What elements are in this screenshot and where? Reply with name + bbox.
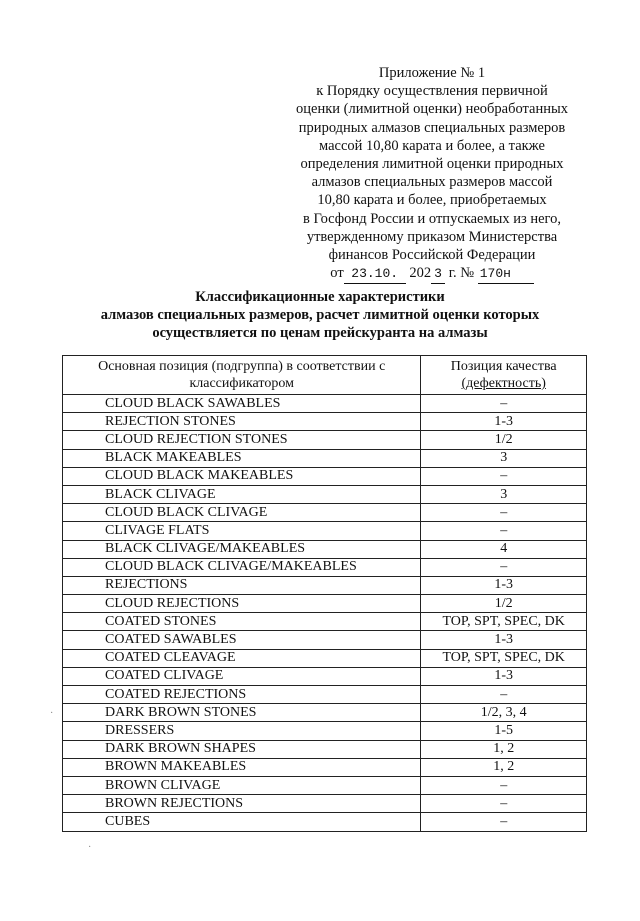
table-row: [63, 686, 587, 704]
appendix-line: утвержденному приказом Министерства: [306, 228, 558, 245]
quality-cell: –: [421, 395, 587, 413]
column-header-position: Основная позиция (подгруппа) в соответствии с классификатором: [63, 356, 421, 395]
position-cell: CLOUD REJECTIONS: [63, 595, 421, 613]
table-row: [63, 522, 587, 540]
position-cell: CLIVAGE FLATS: [63, 522, 421, 540]
appendix-line: природных алмазов специальных размеров: [298, 119, 566, 136]
quality-cell: 1, 2: [421, 740, 587, 758]
position-cell: COATED REJECTIONS: [63, 686, 421, 704]
position-cell: BROWN CLIVAGE: [63, 776, 421, 794]
table-row: [63, 485, 587, 503]
heading-line-2: алмазов специальных размеров, расчет лимитной оценки которых: [100, 307, 540, 323]
quality-cell: 4: [421, 540, 587, 558]
table-row: [63, 449, 587, 467]
quality-cell: –: [421, 686, 587, 704]
appendix-line: к Порядку осуществления первичной: [316, 83, 548, 100]
order-reference: [282, 264, 582, 284]
quality-cell: 1-5: [421, 722, 587, 740]
appendix-block: [282, 64, 582, 284]
quality-cell: 1/2: [421, 595, 587, 613]
order-year-digit: 3: [431, 265, 445, 284]
table-row: [63, 504, 587, 522]
appendix-line: 10,80 карата и более, приобретаемых: [317, 192, 547, 209]
quality-cell: –: [421, 467, 587, 485]
quality-cell: –: [421, 558, 587, 576]
table-row: [63, 395, 587, 413]
position-cell: DRESSERS: [63, 722, 421, 740]
position-cell: BLACK MAKEABLES: [63, 449, 421, 467]
quality-cell: 1-3: [421, 667, 587, 685]
quality-cell: TOP, SPT, SPEC, DK: [421, 649, 587, 667]
appendix-line: алмазов специальных размеров массой: [311, 174, 553, 191]
scan-speck: ·: [88, 842, 92, 853]
position-cell: COATED CLEAVAGE: [63, 649, 421, 667]
position-cell: COATED STONES: [63, 613, 421, 631]
table-row: [63, 776, 587, 794]
appendix-title: Приложение № 1: [378, 65, 486, 81]
table-row: [63, 576, 587, 594]
quality-cell: 1-3: [421, 576, 587, 594]
table-row: [63, 595, 587, 613]
quality-cell: 1/2, 3, 4: [421, 704, 587, 722]
table-row: [63, 413, 587, 431]
quality-cell: 1-3: [421, 413, 587, 431]
position-cell: BLACK CLIVAGE: [63, 485, 421, 503]
table-row: [63, 795, 587, 813]
order-year-prefix: 202: [409, 265, 432, 282]
order-date: 23.10.: [344, 265, 406, 284]
order-number: 170н: [478, 265, 534, 284]
table-row: [63, 540, 587, 558]
table-header-row: [63, 356, 587, 395]
position-cell: COATED SAWABLES: [63, 631, 421, 649]
heading-line-1: Классификационные характеристики: [195, 289, 445, 305]
quality-cell: 1-3: [421, 631, 587, 649]
table-row: [63, 431, 587, 449]
position-cell: DARK BROWN STONES: [63, 704, 421, 722]
position-cell: CLOUD REJECTION STONES: [63, 431, 421, 449]
position-cell: BLACK CLIVAGE/MAKEABLES: [63, 540, 421, 558]
table-row: [63, 467, 587, 485]
order-prefix: от: [330, 265, 344, 282]
quality-cell: –: [421, 813, 587, 831]
table-row: [63, 613, 587, 631]
position-cell: CUBES: [63, 813, 421, 831]
quality-cell: –: [421, 795, 587, 813]
position-cell: CLOUD BLACK CLIVAGE: [63, 504, 421, 522]
position-cell: REJECTIONS: [63, 576, 421, 594]
position-cell: BROWN REJECTIONS: [63, 795, 421, 813]
column-header-quality: Позиция качества (дефектность): [421, 356, 587, 395]
appendix-line: массой 10,80 карата и более, а также: [319, 137, 545, 154]
table-row: [63, 631, 587, 649]
quality-cell: 3: [421, 449, 587, 467]
quality-cell: –: [421, 504, 587, 522]
order-number-label: г. №: [448, 265, 475, 282]
table-row: [63, 813, 587, 831]
appendix-line: в Госфонд России и отпускаемых из него,: [302, 210, 562, 227]
table-row: [63, 667, 587, 685]
position-cell: REJECTION STONES: [63, 413, 421, 431]
appendix-line: оценки (лимитной оценки) необработанных: [296, 101, 568, 118]
document-heading: [60, 288, 580, 342]
appendix-line: определения лимитной оценки природных: [300, 156, 564, 173]
position-cell: CLOUD BLACK MAKEABLES: [63, 467, 421, 485]
quality-cell: –: [421, 776, 587, 794]
classification-table: [62, 355, 587, 832]
position-cell: BROWN MAKEABLES: [63, 758, 421, 776]
quality-cell: 1, 2: [421, 758, 587, 776]
position-cell: CLOUD BLACK CLIVAGE/MAKEABLES: [63, 558, 421, 576]
table-row: [63, 740, 587, 758]
table-row: [63, 758, 587, 776]
position-cell: CLOUD BLACK SAWABLES: [63, 395, 421, 413]
table-row: [63, 558, 587, 576]
quality-cell: 3: [421, 485, 587, 503]
appendix-line: финансов Российской Федерации: [328, 247, 536, 264]
heading-line-3: осуществляется по ценам прейскуранта на алмазы: [152, 325, 488, 341]
position-cell: DARK BROWN SHAPES: [63, 740, 421, 758]
quality-cell: –: [421, 522, 587, 540]
table-row: [63, 722, 587, 740]
table-row: [63, 704, 587, 722]
table-row: [63, 649, 587, 667]
scan-speck: ·: [50, 708, 54, 719]
quality-cell: 1/2: [421, 431, 587, 449]
quality-cell: TOP, SPT, SPEC, DK: [421, 613, 587, 631]
position-cell: COATED CLIVAGE: [63, 667, 421, 685]
